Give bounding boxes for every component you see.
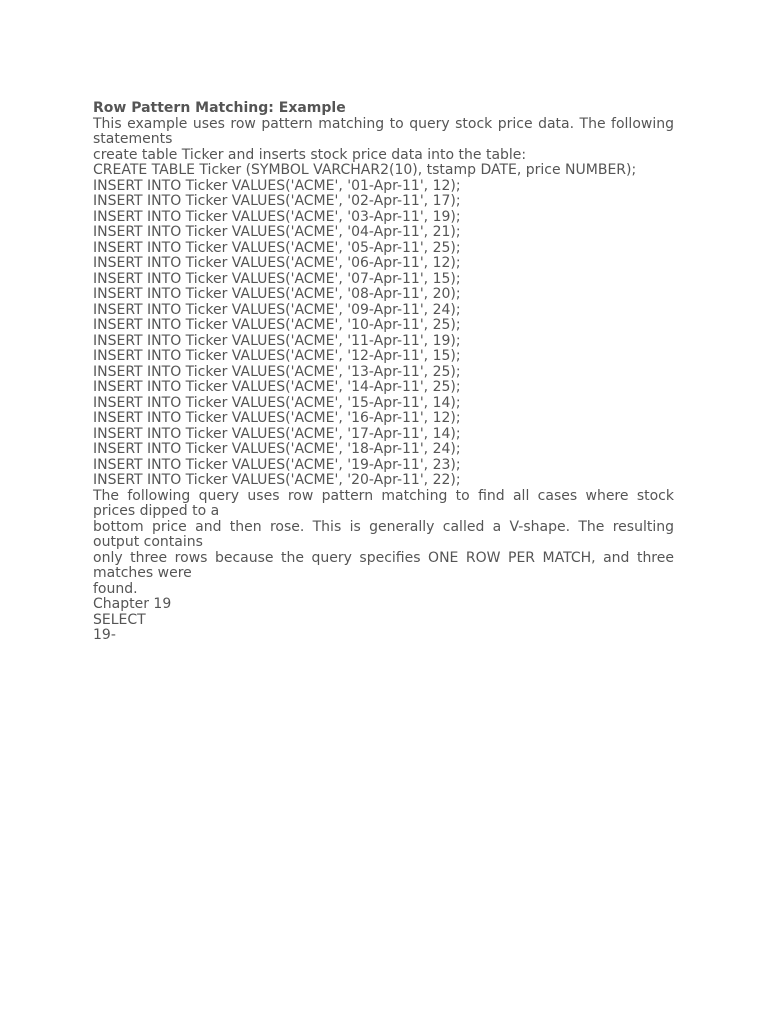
insert-statement: INSERT INTO Ticker VALUES('ACME', '09-Apr-11', 24); <box>93 301 461 318</box>
followup-line-4: output contains <box>93 534 203 550</box>
insert-statement: INSERT INTO Ticker VALUES('ACME', '01-Apr-11', 12); <box>93 177 461 194</box>
insert-statement: INSERT INTO Ticker VALUES('ACME', '04-Apr-11', 21); <box>93 224 461 240</box>
insert-statement: INSERT INTO Ticker VALUES('ACME', '13-Apr-11', 25); <box>93 363 461 380</box>
followup-line-2: prices dipped to a <box>93 503 220 519</box>
insert-statement: INSERT INTO Ticker VALUES('ACME', '20-Apr-11', 22); <box>93 472 461 488</box>
insert-statement: INSERT INTO Ticker VALUES('ACME', '02-Apr-11', 17); <box>93 193 461 209</box>
followup-line-3: bottom price and then rose. This is generally called a V-shape. The resulting <box>93 518 674 535</box>
page-reference: 19- <box>93 627 116 643</box>
insert-statement: INSERT INTO Ticker VALUES('ACME', '12-Apr-11', 15); <box>93 348 461 364</box>
insert-statements <box>93 179 674 489</box>
insert-statement: INSERT INTO Ticker VALUES('ACME', '18-Apr-11', 24); <box>93 441 461 457</box>
insert-statement: INSERT INTO Ticker VALUES('ACME', '11-Apr-11', 19); <box>93 332 461 349</box>
chapter-label: Chapter 19 <box>93 596 172 612</box>
insert-statement: INSERT INTO Ticker VALUES('ACME', '08-Apr-11', 20); <box>93 286 461 302</box>
insert-statement: INSERT INTO Ticker VALUES('ACME', '05-Apr-11', 25); <box>93 239 461 256</box>
insert-statement: INSERT INTO Ticker VALUES('ACME', '19-Apr-11', 23); <box>93 456 461 473</box>
page-title: Row Pattern Matching: Example <box>93 100 346 116</box>
document-page <box>93 101 674 644</box>
insert-statement: INSERT INTO Ticker VALUES('ACME', '17-Apr-11', 14); <box>93 425 461 442</box>
insert-statement: INSERT INTO Ticker VALUES('ACME', '07-Apr-11', 15); <box>93 270 461 287</box>
intro-line-2: statements <box>93 131 173 147</box>
followup-line-7: found. <box>93 580 138 597</box>
insert-statement: INSERT INTO Ticker VALUES('ACME', '16-Apr-11', 12); <box>93 410 461 426</box>
insert-statement: INSERT INTO Ticker VALUES('ACME', '14-Apr-11', 25); <box>93 379 461 395</box>
insert-statement: INSERT INTO Ticker VALUES('ACME', '10-Apr-11', 25); <box>93 317 461 333</box>
intro-line-3: create table Ticker and inserts stock price data into the table: <box>93 146 527 163</box>
insert-statement: INSERT INTO Ticker VALUES('ACME', '03-Apr-11', 19); <box>93 208 461 225</box>
select-keyword: SELECT <box>93 611 146 628</box>
followup-line-1: The following query uses row pattern matching to find all cases where stock <box>93 487 674 504</box>
intro-line-1: This example uses row pattern matching to query stock price data. The following <box>93 115 674 132</box>
followup-line-5: only three rows because the query specifies ONE ROW PER MATCH, and three <box>93 549 674 566</box>
create-table-statement: CREATE TABLE Ticker (SYMBOL VARCHAR2(10), tstamp DATE, price NUMBER); <box>93 162 637 178</box>
followup-line-6: matches were <box>93 565 192 581</box>
insert-statement: INSERT INTO Ticker VALUES('ACME', '06-Apr-11', 12); <box>93 255 461 271</box>
insert-statement: INSERT INTO Ticker VALUES('ACME', '15-Apr-11', 14); <box>93 394 461 411</box>
